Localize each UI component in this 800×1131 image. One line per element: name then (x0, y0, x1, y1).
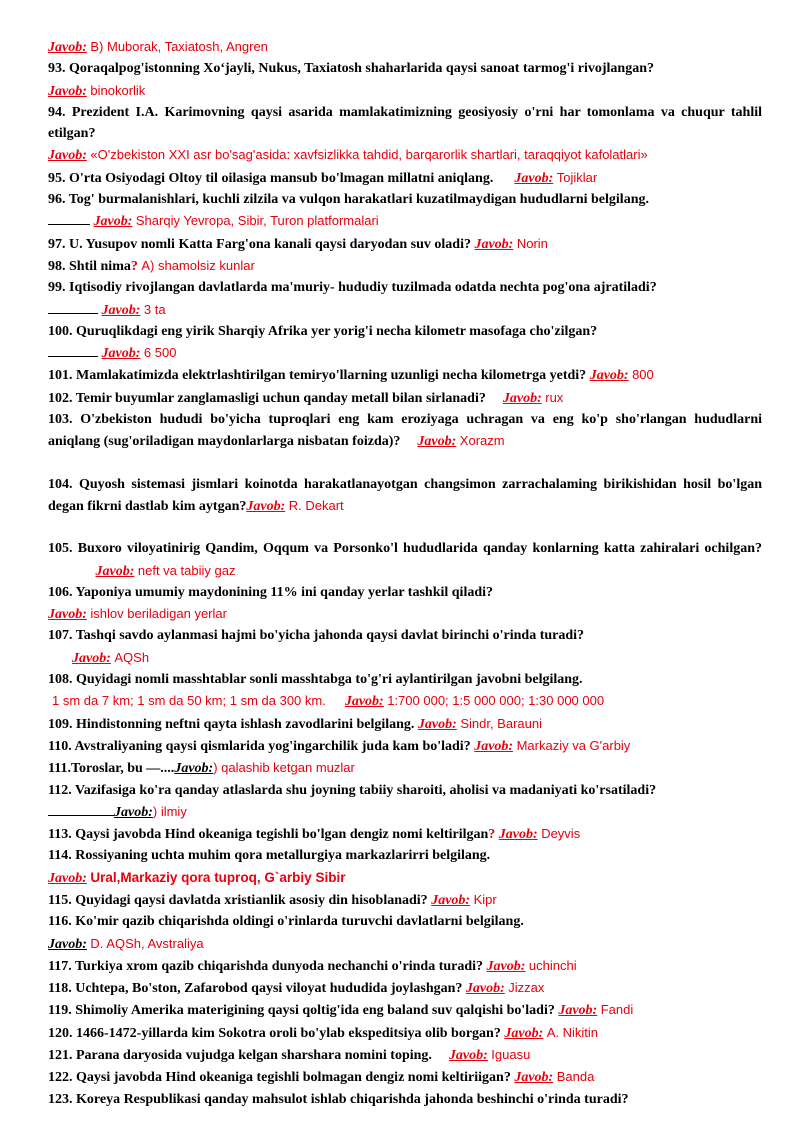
answer-104: R. Dekart (288, 497, 344, 513)
answer-118: Jizzax (508, 980, 545, 996)
question-line-120 (48, 1022, 762, 1044)
blank-line (48, 814, 114, 816)
answer-101: 800 (632, 367, 654, 383)
question-line-115 (48, 889, 762, 911)
question-line-113 (48, 823, 762, 845)
question-104: 104. Quyosh sistemasi jismlari koinotda harakatlanayotgan changsimon zarrachalaming birikishidan hosil bo'lgan degan fikrni dastlab kim aytgan? (48, 476, 762, 514)
question-120: 120. 1466-1472-yillarda kim Sokotra oroli bo'ylab ekspeditsiya olib borgan? (48, 1025, 501, 1041)
spacer (48, 517, 762, 538)
answer-label: Javob: (514, 1070, 554, 1086)
question-line-122 (48, 1066, 762, 1088)
question-98: 98. Shtil nima (48, 258, 131, 274)
question-line-118 (48, 977, 762, 999)
answer-92: B) Muborak, Taxiatosh, Angren (90, 39, 268, 54)
answer-label: Javob: (486, 958, 526, 974)
answer-label: Javob: (504, 1025, 544, 1041)
question-112: 112. Vazifasiga ko'ra qanday atlaslarda shu joyning tabiiy sharoiti, aholisi va madaniyati ko'rsatiladi? (48, 782, 657, 798)
answer-98: A) shamolsiz kunlar (141, 257, 255, 273)
answer-99: 3 ta (143, 301, 166, 317)
answer-94: «O'zbekiston XXI asr bo'sag'asida: xavfsizlikka tahdid, barqarorlik shartlari, taraqqiyot kafolatlari» (90, 147, 648, 163)
question-line-111 (48, 757, 762, 779)
answer-label: Javob: (48, 148, 87, 164)
answer-label: Javob: (101, 302, 141, 318)
answer-line-112 (48, 801, 762, 823)
question-line-117 (48, 955, 762, 977)
answer-label: Javob: (417, 716, 457, 732)
answer-line-93 (48, 80, 762, 102)
answer-line-96 (48, 210, 762, 232)
question-103: 103. O'zbekiston hududi bo'yicha tuproqlari eng kam eroziyaga uchragan va eng ko'p sho'rlangan hududlarni aniqlang (sug'oriladigan maydonlarlarga nisbatan foizda)? (48, 412, 762, 450)
answer-label: Javob: (474, 738, 514, 754)
question-110: 110. Avstraliyaning qaysi qismlarida yog'ingarchilik juda kam bo'ladi? (48, 738, 471, 754)
answer-line-107 (48, 647, 762, 669)
answer-label: Javob: (95, 563, 135, 579)
answer-label: Javob: (474, 236, 514, 252)
answer-121: Iguasu (491, 1047, 531, 1063)
question-line-109 (48, 713, 762, 735)
question-107: 107. Tashqi savdo aylanmasi hajmi bo'yicha jahonda qaysi davlat birinchi o'rinda turadi? (48, 628, 585, 644)
answer-106: ishlov beriladigan yerlar (90, 606, 227, 622)
answer-label: Javob: (48, 40, 87, 55)
question-118: 118. Uchtepa, Bo'ston, Zafarobod qaysi viloyat hududida joylashgan? (48, 981, 463, 997)
question-115: 115. Quyidagi qaysi davlatda xristianlik asosiy din hisoblanadi? (48, 892, 428, 908)
question-line-104 (48, 474, 762, 518)
question-111: 111.Toroslar, bu —.... (48, 761, 175, 777)
question-line-101 (48, 364, 762, 386)
question-96: 96. Tog' burmalanishlari, kuchli zilzila va vulqon harakatlari kuzatilmaydigan hududlarni belgilang. (48, 192, 649, 208)
answer-label: Javob: (246, 498, 286, 514)
answer-line-92 (48, 36, 762, 58)
question-97: 97. U. Yusupov nomli Katta Farg'ona kanali qaysi daryodan suv oladi? (48, 236, 471, 252)
answer-110: Markaziy va G'arbiy (516, 737, 631, 753)
question-line-119 (48, 999, 762, 1021)
question-101: 101. Mamlakatimizda elektrlashtirilgan temiryo'llarning uzunligi necha kilometrga yetdi? (48, 368, 587, 384)
answer-97: Norin (516, 235, 548, 251)
answer-119: Fandi (600, 1002, 634, 1018)
answer-114: Ural,Markaziy qora tuproq, G`arbiy Sibir (90, 869, 346, 885)
question-123: 123. Koreya Respublikasi qanday mahsulot ishlab chiqarishda jahonda beshinchi o'rinda turadi? (48, 1091, 629, 1107)
blank-line (48, 312, 98, 314)
question-100: 100. Quruqlikdagi eng yirik Sharqiy Afrika yer yorig'i necha kilometr masofaga cho'zilgan? (48, 323, 598, 339)
answer-label: Javob: (48, 936, 87, 952)
answer-93: binokorlik (90, 82, 146, 98)
answer-label: Javob: (502, 390, 542, 406)
answer-label: Javob: (48, 83, 87, 99)
blank-line (48, 223, 90, 225)
answer-109: Sindr, Barauni (460, 715, 542, 731)
document-page (48, 36, 762, 1110)
question-line-98 (48, 255, 762, 277)
question-mark-113: ? (488, 827, 496, 843)
question-93: 93. Qoraqalpog'istonning Xoʻjayli, Nukus, Taxiatosh shaharlarida qaysi sanoat tarmog'i rivojlangan? (48, 61, 654, 77)
answer-label: Javob: (48, 870, 87, 886)
answer-label: Javob: (344, 694, 384, 710)
answer-label: Javob: (514, 170, 554, 186)
question-line-103 (48, 409, 762, 453)
question-line-97 (48, 233, 762, 255)
question-114: 114. Rossiyaning uchta muhim qora metallurgiya markazlarirri belgilang. (48, 848, 491, 864)
answer-line-116 (48, 933, 762, 955)
question-line-110 (48, 735, 762, 757)
question-line-102 (48, 387, 762, 409)
answer-117: uchinchi (528, 957, 577, 973)
options-108: 1 sm da 7 km; 1 sm da 50 km; 1 sm da 300 km. (52, 693, 326, 709)
answer-label: Javob: (498, 827, 538, 843)
question-109: 109. Hindistonning neftni qayta ishlash zavodlarini belgilang. (48, 716, 415, 732)
answer-line-114 (48, 867, 762, 889)
question-99: 99. Iqtisodiy rivojlangan davlatlarda ma'muriy- hududiy tuzilmada odatda nechta pog'ona ajratiladi? (48, 280, 657, 296)
answer-line-106 (48, 603, 762, 625)
question-line-121 (48, 1044, 762, 1066)
answer-label: Javob: (431, 892, 471, 908)
answer-112: ) ilmiy (152, 803, 187, 819)
answer-103: Xorazm (459, 433, 505, 449)
question-102: 102. Temir buyumlar zanglamasligi uchun qanday metall bilan sirlanadi? (48, 390, 486, 406)
answer-label: Javob: (465, 981, 505, 997)
answer-111: ) qalashib ketgan muzlar (213, 760, 355, 776)
answer-label: Javob: (114, 804, 153, 820)
answer-122: Banda (556, 1069, 595, 1085)
answer-label: Javob: (93, 214, 133, 230)
answer-line-94 (48, 144, 762, 166)
answer-108: 1:700 000; 1:5 000 000; 1:30 000 000 (387, 693, 605, 709)
question-94: 94. Prezident I.A. Karimovning qaysi asarida mamlakatimizning geosiyosiy o'rni har tomonlama va chuqur tahlil etilgan? (48, 104, 762, 142)
answer-label: Javob: (48, 607, 87, 623)
answer-line-108 (48, 690, 762, 712)
question-line-105 (48, 538, 762, 582)
question-117: 117. Turkiya xrom qazib chiqarishda dunyoda nechanchi o'rinda turadi? (48, 958, 484, 974)
answer-102: rux (545, 389, 564, 405)
answer-label: Javob: (72, 650, 111, 666)
spacer (48, 453, 762, 474)
answer-120: A. Nikitin (546, 1024, 599, 1040)
question-106: 106. Yaponiya umumiy maydonining 11% ini qanday yerlar tashkil qiladi? (48, 584, 494, 600)
answer-107: AQSh (114, 649, 150, 665)
question-108: 108. Quyidagi nomli masshtablar sonli masshtabga to'g'ri aylantirilgan javobni belgilang. (48, 672, 583, 688)
blank-line (48, 355, 98, 357)
answer-96: Sharqiy Yevropa, Sibir, Turon platformalari (135, 213, 379, 229)
question-113: 113. Qaysi javobda Hind okeaniga tegishli bo'lgan dengiz nomi keltirilgan (48, 827, 489, 843)
answer-95: Tojiklar (556, 169, 598, 185)
question-95: 95. O'rta Osiyodagi Oltoy til oilasiga mansub bo'lmagan millatni aniqlang. (48, 170, 494, 186)
answer-115: Kipr (473, 891, 497, 907)
answer-label: Javob: (558, 1003, 598, 1019)
answer-113: Deyvis (541, 826, 581, 842)
answer-line-100 (48, 342, 762, 364)
question-mark-98: ? (130, 258, 138, 274)
answer-label: Javob: (417, 434, 457, 450)
question-line-95 (48, 167, 762, 189)
answer-116: D. AQSh, Avstraliya (90, 935, 204, 951)
answer-100: 6 500 (143, 345, 177, 361)
question-116: 116. Ko'mir qazib chiqarishda oldingi o'rinlarda turuvchi davlatlarni belgilang. (48, 914, 524, 930)
question-122: 122. Qaysi javobda Hind okeaniga tegishli bolmagan dengiz nomi keltiriigan? (48, 1070, 511, 1086)
answer-label: Javob: (101, 346, 141, 362)
question-105: 105. Buxoro viloyatinirig Qandim, Oqqum va Porsonko'l hududlarida qanday konlarning katta zahiralari ochilgan? (48, 541, 762, 557)
answer-105: neft va tabiiy gaz (137, 562, 236, 578)
answer-line-99 (48, 299, 762, 321)
question-121: 121. Parana daryosida vujudga kelgan sharshara nomini toping. (48, 1048, 432, 1064)
answer-label: Javob: (448, 1048, 488, 1064)
question-119: 119. Shimoliy Amerika materigining qaysi qoltig'ida eng baland suv qalqishi bo'ladi? (48, 1003, 555, 1019)
answer-label: Javob: (589, 368, 629, 384)
answer-label: Javob: (174, 761, 214, 777)
